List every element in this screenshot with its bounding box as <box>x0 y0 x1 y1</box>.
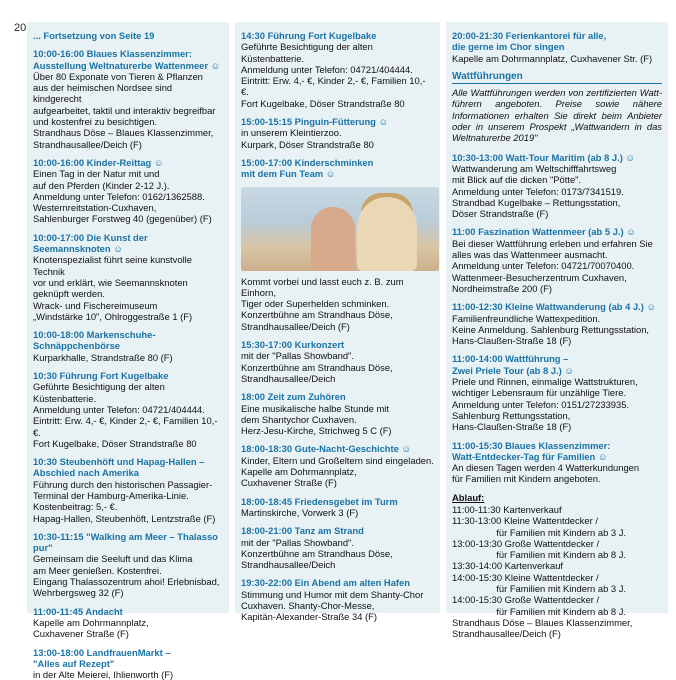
section-intro: Alle Wattführungen werden von zertifizierten Watt-führern angeboten. Preise sowie nähere Informationen erhalten Sie direkt beim Anbieter oder in unserem Prospekt „Wattwandern in das Weltnaturerbe 2019" <box>452 87 662 144</box>
event-entry <box>241 443 434 488</box>
continuation-note: ... Fortsetzung von Seite 19 <box>33 30 155 41</box>
event-text: Geführte Besichtigung der alten Küstenbatterie. Anmeldung unter Telefon: 04721/404444. Eintritt: Erw. 4,- €, Kinder 2,- €, Familien 10,- €. Fort Kugelbake, Döser Strandstraße 80 <box>241 41 426 109</box>
ablauf-label: Ablauf: <box>452 491 485 503</box>
event-entry <box>33 456 223 524</box>
event-entry <box>452 226 662 294</box>
event-text: Geführte Besichtigung der alten Küstenbatterie. Anmeldung unter Telefon: 04721/404444. Eintritt: Erw. 4,- €, Kinder 2,- €, Familien 10,- €. Fort Kugelbake, Döser Strandstraße 80 <box>33 381 218 449</box>
event-heading: 10:00-18:00 Markenschuhe-Schnäppchenbörse <box>33 329 156 352</box>
event-entry <box>33 647 223 680</box>
event-entry <box>33 531 223 599</box>
event-heading: 11:00-12:30 Kleine Wattwanderung (ab 4 J.) ☺ <box>452 301 657 313</box>
event-heading: 15:00-15:15 Pinguin-Fütterung ☺ <box>241 116 389 128</box>
event-heading: 11:00-14:00 Wattführung – Zwei Priele Tour (ab 8 J.) ☺ <box>452 353 574 376</box>
event-text: Kinder, Eltern und Großeltern sind eingeladen. Kapelle am Dohrmannplatz, Cuxhavener Straße (F) <box>241 454 434 489</box>
event-text: Bei dieser Wattführung erleben und erfahren Sie alles was das Wattenmeer ausmacht. Anmeldung unter Telefon: 04721/70070400. Wattenmeer-Besucherzentrum Cuxhaven, Nordheimstraße 200 (F) <box>452 237 653 294</box>
event-text: Martinskirche, Vorwerk 3 (F) <box>241 506 359 518</box>
event-entry <box>241 116 434 150</box>
event-heading: 10:30-13:00 Watt-Tour Maritim (ab 8 J.) ☺ <box>452 151 636 163</box>
event-text: Kapelle am Dohrmannplatz, Cuxhavener Str. (F) <box>452 52 653 64</box>
event-text: Kapelle am Dohrmannplatz, Cuxhavener Straße (F) <box>33 616 149 640</box>
event-entry <box>241 496 434 519</box>
event-heading: 10:00-16:00 Kinder-Reittag ☺ <box>33 156 164 168</box>
event-heading: 10:00-16:00 Blaues Klassenzimmer: Ausstellung Weltnaturerbe Wattenmeer ☺ <box>33 48 221 71</box>
event-heading: 13:00-18:00 LandfrauenMarkt – "Alles auf Rezept" <box>33 646 171 669</box>
event-heading: 10:00-17:00 Die Kunst der Seemannsknoten ☺ <box>33 231 151 255</box>
event-text: Familienfreundliche Wattexpedition. Keine Anmeldung. Sahlenburg Rettungsstation, Hans-Claußen-Straße 18 (F) <box>452 312 650 347</box>
event-heading: 11:00-11:45 Andacht <box>33 605 123 617</box>
event-heading: 19:30-22:00 Ein Abend am alten Hafen <box>241 577 410 589</box>
event-heading: 18:00-21:00 Tanz am Strand <box>241 525 364 537</box>
event-heading: 20:00-21:30 Ferienkantorei für alle, die gerne im Chor singen <box>452 30 607 53</box>
event-heading: 15:00-17:00 Kinderschminken mit dem Fun Team ☺ <box>241 156 374 180</box>
event-heading: 11:00 Faszination Wattenmeer (ab 5 J.) ☺ <box>452 226 636 238</box>
event-heading: 15:30-17:00 Kurkonzert <box>241 339 345 351</box>
event-text: Einen Tag in der Natur mit und auf den Pferden (Kinder 2-12 J.). Anmeldung unter Telefon: 0162/1362588. Westernreitstation-Cuxhaven, Sahlenburger Forstweg 40 (gegenüber) (F) <box>33 168 212 225</box>
event-text: Eine musikalische halbe Stunde mit dem Shantychor Cuxhaven. Herz-Jesu-Kirche, Strichweg 5 C (F) <box>241 402 392 437</box>
event-entry <box>33 606 223 640</box>
event-heading: 14:30 Führung Fort Kugelbake <box>241 30 377 41</box>
event-entry <box>33 329 223 363</box>
event-text: Stimmung und Humor mit dem Shanty-Chor Cuxhaven. Shanty-Chor-Messe, Kapitän-Alexander-Straße 34 (F) <box>241 588 424 623</box>
event-text: Wattwanderung am Weltschifffahrtsweg mit Blick auf die dicken "Pötte". Anmeldung unter Telefon: 0173/7341519. Strandbad Kugelbake – Rettungsstation, Döser Strandstraße (F) <box>452 162 624 220</box>
column-3 <box>446 22 668 640</box>
event-heading: 18:00-18:45 Friedensgebet im Turm <box>241 495 398 507</box>
event-entry <box>33 157 223 225</box>
event-entry <box>452 301 662 346</box>
ablauf-schedule: 11:00-11:30 Kartenverkauf 11:30-13:00 Kleine Wattentdecker / für Familien mit Kindern ab 3 J. 13:00-13:30 Große Wattentdecker / für Familien mit Kindern ab 8 J. 13:30-14:00 Kartenverkauf 14:00-15:30 Kleine Wattentdecker / für Familien mit Kindern ab 3 J. 14:00-15:30 Große Wattentdecker / für Familien mit Kindern ab 8 J. Strandhaus Döse – Blaues Klassenzimmer, Strandhausallee/Deich (F) <box>452 503 633 640</box>
event-text: Priele und Rinnen, einmalige Wattstrukturen, wichtiger Lebensraum für unzählige Tiere. Anmeldung unter Telefon: 0151/27233935. Sahlenburg Rettungsstation, Hans-Claußen-Straße 18 (F) <box>452 376 638 433</box>
event-heading: 10:30 Steubenhöft und Hapag-Hallen – Abschied nach Amerika <box>33 456 205 479</box>
event-entry <box>33 370 223 449</box>
event-entry <box>241 391 434 436</box>
event-entry <box>241 577 434 622</box>
event-entry <box>452 30 662 64</box>
event-entry <box>241 339 434 384</box>
event-heading: 10:30 Führung Fort Kugelbake <box>33 370 169 382</box>
event-text: mit der "Pallas Showband". Konzertbühne am Strandhaus Döse, Strandhausallee/Deich <box>241 350 393 384</box>
event-entry <box>241 30 434 109</box>
section-title-wattfuehrungen: Wattführungen <box>452 71 662 84</box>
page-number: 20 <box>14 22 27 34</box>
photo-caption-text: Kommt vorbei und lasst euch z. B. zum Einhorn, Tiger oder Superhelden schminken. Konzertbühne am Strandhaus Döse, Strandhausallee/Deich (F) <box>241 275 404 332</box>
event-text: in der Alte Meierei, Ihlienworth (F) <box>33 669 174 680</box>
event-entry <box>241 157 434 180</box>
event-text: Über 80 Exponate von Tieren & Pflanzen aus der heimischen Nordsee sind kindgerecht aufgearbeitet, taktil und interaktiv begreifbar und kostenfrei zu besichtigen. Strandhaus Döse – Blaues Klassenzimmer, Strandhausallee/Deich (F) <box>33 70 216 150</box>
column-1 <box>27 22 229 680</box>
event-heading: 10:30-11:15 "Walking am Meer – Thalasso pur" <box>33 530 221 554</box>
event-text: in unserem Kleintierzoo. Kurpark, Döser Strandstraße 80 <box>241 127 374 150</box>
event-heading: 18:00 Zeit zum Zuhören <box>241 391 346 403</box>
event-heading: 11:00-15:30 Blaues Klassenzimmer: Watt-Entdecker-Tag für Familien ☺ <box>452 439 611 462</box>
event-entry <box>241 525 434 570</box>
column-2 <box>235 22 440 623</box>
event-text: Gemeinsam die Seeluft und das Klima am Meer genießen. Kostenfrei. Eingang Thalassozentrum ahoi! Erlebnisbad, Wehrbergsweg 32 (F) <box>33 553 220 599</box>
event-entry <box>33 48 223 150</box>
event-entry <box>452 152 662 220</box>
event-text: Führung durch den historischen Passagier- Terminal der Hamburg-Amerika-Linie. Kostenbeitrag: 5,- €. Hapag-Hallen, Steubenhöft, Lentzstraße (F) <box>33 478 216 524</box>
event-heading: 18:00-18:30 Gute-Nacht-Geschichte ☺ <box>241 443 412 455</box>
event-entry <box>33 232 223 322</box>
event-text: An diesen Tagen werden 4 Watterkundungen für Familien mit Kindern angeboten. <box>452 462 640 485</box>
event-entry <box>452 440 662 485</box>
event-text: mit der "Pallas Showband". Konzertbühne am Strandhaus Döse, Strandhausallee/Deich <box>241 536 393 571</box>
event-text: Knotenspezialist führt seine kunstvolle Technik vor und erklärt, wie Seemannsknoten geknüpft werden. Wrack- und Fischereimuseum „Windstärke 10", Ohlroggestraße 1 (F) <box>33 254 193 322</box>
event-text: Kurparkhalle, Strandstraße 80 (F) <box>33 351 173 363</box>
event-entry <box>452 353 662 432</box>
face-painting-photo <box>241 187 439 271</box>
